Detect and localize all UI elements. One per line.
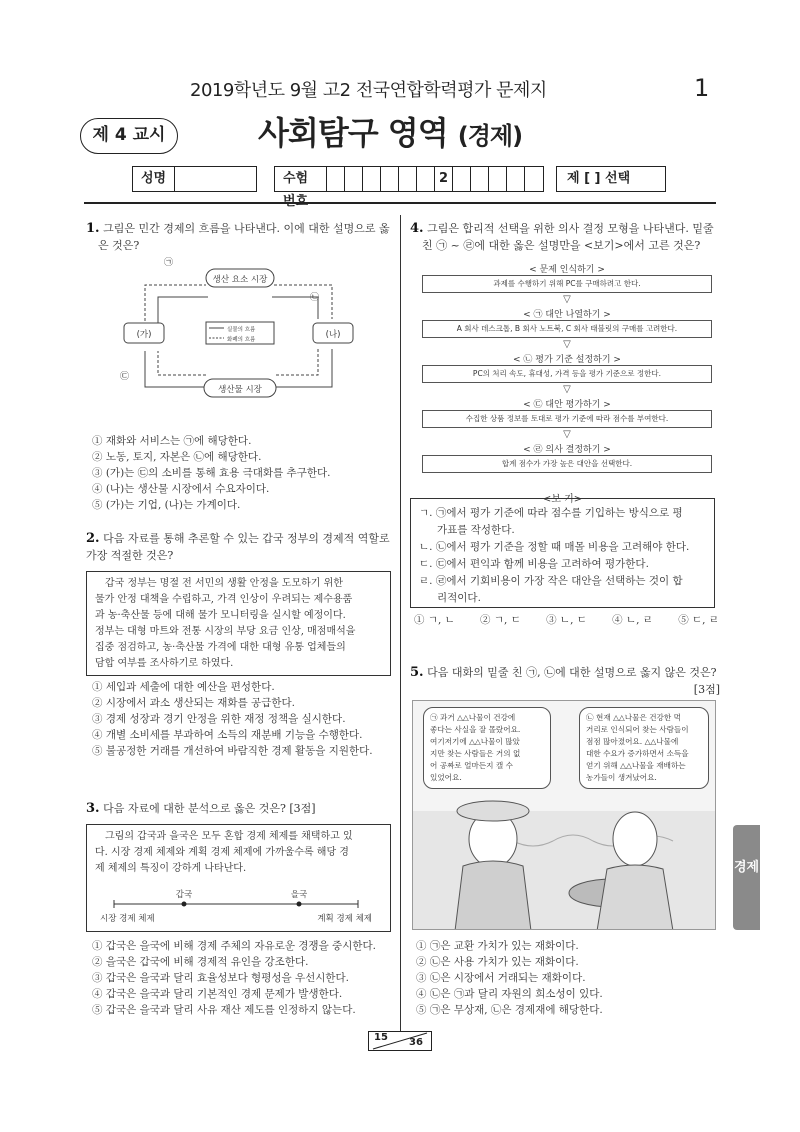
bubble-line: ㉠ 과거 △△나물이 건강에 — [430, 713, 516, 722]
digit-cell[interactable] — [327, 167, 345, 191]
q4-text-2: 친 ㉠ ~ ㉣에 대한 옳은 설명만을 <보기>에서 고른 것은? — [422, 239, 701, 252]
down-arrow-icon: ▽ — [563, 339, 571, 350]
q3-option[interactable]: ④ 갑국은 을국과 달리 기본적인 경제 문제가 발생한다. — [92, 988, 343, 1000]
decision-model — [422, 262, 712, 473]
q1-text-2: 은 것은? — [98, 239, 140, 252]
q2-option[interactable]: ③ 경제 성장과 경기 안정을 위한 재정 정책을 실시한다. — [92, 713, 346, 725]
q3-option[interactable]: ⑤ 갑국은 을국과 달리 사유 재산 제도를 인정하지 않는다. — [92, 1004, 356, 1016]
factor-market-label: 생산 요소 시장 — [212, 275, 268, 285]
subject-sub: (경제) — [457, 122, 523, 150]
q1-options — [92, 433, 392, 513]
q2-passage-line: 과 농·축산물 등에 대해 물가 모니터링을 실시할 예정이다. — [95, 610, 346, 621]
q2-text-1: 다음 자료를 통해 추론할 수 있는 갑국 정부의 경제적 역할로 — [103, 532, 390, 545]
q2-passage-line: 담합 여부를 조사하기로 하였다. — [95, 658, 234, 669]
column-divider — [400, 215, 401, 1031]
q2-passage — [86, 571, 391, 676]
bubble-line: 있었어요. — [430, 773, 462, 782]
q5-text: 다음 대화의 밑줄 친 ㉠, ㉡에 대한 설명으로 옳지 않은 것은? — [427, 666, 717, 679]
scale-left: 시장 경제 체제 — [100, 914, 155, 924]
digit-cell-fixed: 2 — [435, 167, 453, 191]
q1-text-1: 그림은 민간 경제의 흐름을 나타낸다. 이에 대한 설명으로 옳 — [103, 222, 390, 235]
step-desc: PC의 처리 속도, 휴대성, 가격 등을 평가 기준으로 정한다. — [422, 365, 712, 383]
q1-option[interactable]: ④ (나)는 생산물 시장에서 수요자이다. — [92, 483, 270, 495]
selection-box — [556, 166, 666, 192]
bogi-item — [419, 573, 706, 607]
q4-options — [414, 612, 719, 628]
scale-gap: 갑국 — [175, 890, 193, 900]
q2-passage-line: 갑국 정부는 명절 전 서민의 생활 안정을 도모하기 위한 — [105, 578, 343, 589]
step-label: < ㉣ 의사 결정하기 > — [422, 442, 712, 455]
q2-passage-line: 집중 점검하고, 농·축산물 가격에 대한 대형 유통 업체들의 — [95, 642, 346, 653]
legend-real: 실물의 흐름 — [227, 327, 256, 333]
bogi-text: ㄱ. ㉠에서 평가 기준에 따라 점수를 기입하는 방식으로 평 — [419, 507, 683, 519]
exam-number-box — [274, 166, 544, 192]
bubble-line: 대한 수요가 증가하면서 소득을 — [586, 749, 689, 758]
question-4 — [410, 220, 720, 254]
q1-option[interactable]: ⑤ (가)는 기업, (나)는 가계이다. — [92, 499, 241, 511]
q5-number: 5. — [410, 665, 424, 680]
q5-points: [3점] — [693, 683, 720, 696]
na-label: (나) — [325, 330, 341, 340]
step-desc: 수집한 상품 정보를 토대로 평가 기준에 따라 점수를 부여한다. — [422, 410, 712, 428]
q3-passage-line: 그림의 갑국과 을국은 모두 혼합 경제 체제를 채택하고 있 — [105, 831, 353, 842]
page-total: 36 — [409, 1037, 423, 1048]
q4-option[interactable]: ⑤ ㄷ, ㄹ — [678, 614, 719, 626]
bogi-item — [419, 505, 706, 539]
bubble-line: ㉡ 현재 △△나물은 건강한 먹 — [586, 713, 681, 722]
bubble-line: 점점 많아졌어요. △△나물에 — [586, 737, 679, 746]
step-label: < ㉠ 대안 나열하기 > — [422, 307, 712, 320]
q3-option[interactable]: ② 을국은 갑국에 비해 경제적 유인을 강조한다. — [92, 956, 309, 968]
exam-number-cells[interactable] — [327, 167, 543, 191]
q3-option[interactable]: ③ 갑국은 을국과 달리 효율성보다 형평성을 우선시한다. — [92, 972, 350, 984]
q2-text-2: 가장 적절한 것은? — [86, 549, 174, 562]
question-3 — [86, 800, 391, 817]
q1-option[interactable]: ② 노동, 토지, 자본은 ㉡에 해당한다. — [92, 451, 262, 463]
q2-option[interactable]: ② 시장에서 과소 생산되는 재화를 공급한다. — [92, 697, 295, 709]
q3-number: 3. — [86, 801, 100, 816]
question-1 — [86, 220, 391, 254]
q2-option[interactable]: ① 세입과 세출에 대한 예산을 편성한다. — [92, 681, 275, 693]
question-5 — [410, 664, 720, 698]
q5-options — [416, 938, 716, 1018]
q3-passage-line: 다. 시장 경제 체제와 계획 경제 체제에 가까울수록 해당 경 — [95, 847, 349, 858]
step-label: < ㉢ 대안 평가하기 > — [422, 397, 712, 410]
bubble-line: 어 공짜로 얼마든지 캘 수 — [430, 761, 514, 770]
digit-cell[interactable] — [345, 167, 363, 191]
bogi-box — [410, 498, 715, 608]
header-rule — [84, 202, 716, 204]
subject-main: 사회탐구 영역 — [258, 114, 448, 152]
name-label: 성명 — [133, 167, 175, 191]
q1-number: 1. — [86, 221, 100, 236]
economic-system-scale — [96, 886, 386, 928]
digit-cell[interactable] — [381, 167, 399, 191]
question-2 — [86, 530, 391, 564]
step-desc: A 회사 데스크톱, B 회사 노트북, C 회사 태블릿의 구매를 고려한다. — [422, 320, 712, 338]
bogi-title: <보 기> — [542, 494, 583, 505]
q4-option[interactable]: ① ㄱ, ㄴ — [414, 614, 455, 626]
step-desc: 과제를 수행하기 위해 PC를 구매하려고 한다. — [422, 275, 712, 293]
bogi-text: ㄹ. ㉣에서 기회비용이 가장 작은 대안을 선택하는 것이 합 — [419, 575, 683, 587]
down-arrow-icon: ▽ — [563, 294, 571, 305]
economic-flow-diagram — [110, 255, 390, 405]
name-box — [132, 166, 257, 192]
exam-title: 2019학년도 9월 고2 전국연합학력평가 문제지 — [190, 80, 547, 101]
digit-cell[interactable] — [471, 167, 489, 191]
legend-money: 화폐의 흐름 — [227, 337, 256, 343]
speech-bubble-left — [423, 707, 551, 789]
q2-number: 2. — [86, 531, 100, 546]
q2-passage-line: 정부는 대형 마트와 전통 시장의 부당 요금 인상, 매점매석을 — [95, 626, 356, 637]
q2-passage-line: 물가 안정 대책을 수립하고, 가격 인상이 우려되는 제수용품 — [95, 594, 353, 605]
scale-eul: 을국 — [290, 890, 308, 900]
digit-cell[interactable] — [399, 167, 417, 191]
speech-bubble-right — [579, 707, 709, 789]
q1-option[interactable]: ① 재화와 서비스는 ㉠에 해당한다. — [92, 435, 252, 447]
q2-option[interactable]: ⑤ 불공정한 거래를 개선하여 바람직한 경제 활동을 지원한다. — [92, 745, 373, 757]
dialogue-illustration — [412, 700, 716, 930]
circle-c: ㉢ — [120, 372, 130, 382]
circle-a: ㉠ — [164, 258, 174, 268]
product-market-label: 생산물 시장 — [218, 385, 262, 395]
q3-passage-line: 제 체제의 특징이 강하게 나타난다. — [95, 863, 247, 874]
bubble-line: 지만 찾는 사람들은 거의 없 — [430, 749, 521, 758]
q5-option[interactable]: ④ ㉡은 ㉠과 달리 자원의 희소성이 있다. — [416, 988, 603, 1000]
q3-text: 다음 자료에 대한 분석으로 옳은 것은? [3점] — [103, 802, 316, 815]
q3-option[interactable]: ① 갑국은 을국에 비해 경제 주체의 자유로운 경쟁을 중시한다. — [92, 940, 376, 952]
scale-right: 계획 경제 체제 — [317, 914, 372, 924]
q2-option[interactable]: ④ 개별 소비세를 부과하여 소득의 재분배 기능을 수행한다. — [92, 729, 363, 741]
page-current: 15 — [374, 1032, 388, 1043]
q2-options — [92, 679, 392, 759]
digit-cell[interactable] — [507, 167, 525, 191]
q5-option[interactable]: ② ㉡은 사용 가치가 있는 재화이다. — [416, 956, 579, 968]
q5-option[interactable]: ⑤ ㉠은 무상재, ㉡은 경제재에 해당한다. — [416, 1004, 603, 1016]
subject-title — [258, 108, 522, 154]
step-label: < 문제 인식하기 > — [422, 262, 712, 275]
ga-label: (가) — [136, 330, 152, 340]
bogi-item: ㄷ. ㉢에서 편익과 함께 비용을 고려하여 평가한다. — [419, 558, 649, 570]
digit-cell[interactable] — [363, 167, 381, 191]
page-counter — [368, 1031, 432, 1051]
digit-cell[interactable] — [453, 167, 471, 191]
q4-option[interactable]: ② ㄱ, ㄷ — [480, 614, 521, 626]
q5-option[interactable]: ③ ㉡은 시장에서 거래되는 재화이다. — [416, 972, 586, 984]
q4-option[interactable]: ③ ㄴ, ㄷ — [546, 614, 587, 626]
q1-option[interactable]: ③ (가)는 ㉢의 소비를 통해 효용 극대화를 추구한다. — [92, 467, 331, 479]
digit-cell[interactable] — [417, 167, 435, 191]
page-number: 1 — [694, 74, 710, 102]
bogi-text: 가표를 작성한다. — [437, 524, 515, 536]
q5-option[interactable]: ① ㉠은 교환 가치가 있는 재화이다. — [416, 940, 579, 952]
session-badge: 제 4 교시 — [80, 118, 178, 154]
bubble-line: 거리로 인식되어 찾는 사람들이 — [586, 725, 689, 734]
digit-cell[interactable] — [489, 167, 507, 191]
q4-text-1: 그림은 합리적 선택을 위한 의사 결정 모형을 나타낸다. 밑줄 — [427, 222, 714, 235]
down-arrow-icon: ▽ — [563, 384, 571, 395]
step-label: < ㉡ 평가 기준 설정하기 > — [422, 352, 712, 365]
bogi-text: 리적이다. — [437, 592, 481, 604]
q4-number: 4. — [410, 221, 424, 236]
name-field[interactable] — [175, 167, 256, 191]
digit-cell[interactable] — [525, 167, 543, 191]
q4-option[interactable]: ④ ㄴ, ㄹ — [612, 614, 653, 626]
bubble-line: 여기저기에 △△나물이 많았 — [430, 737, 520, 746]
bubble-line: 좋다는 사실을 잘 몰랐어요. — [430, 725, 521, 734]
subject-side-tab: 경제 — [733, 825, 760, 930]
selection-label: 제 [ ] 선택 — [567, 171, 631, 186]
step-desc: 합계 점수가 가장 높은 대안을 선택한다. — [422, 455, 712, 473]
bubble-line: 농가들이 생겨났어요. — [586, 773, 657, 782]
exam-number-label: 수험 — [275, 167, 327, 191]
down-arrow-icon: ▽ — [563, 429, 571, 440]
circle-b: ㉡ — [310, 293, 320, 303]
q3-options — [92, 938, 392, 1018]
bubble-line: 얻기 위해 △△나물을 재배하는 — [586, 761, 686, 770]
bogi-item: ㄴ. ㉡에서 평가 기준을 정할 때 매몰 비용을 고려해야 한다. — [419, 541, 690, 553]
